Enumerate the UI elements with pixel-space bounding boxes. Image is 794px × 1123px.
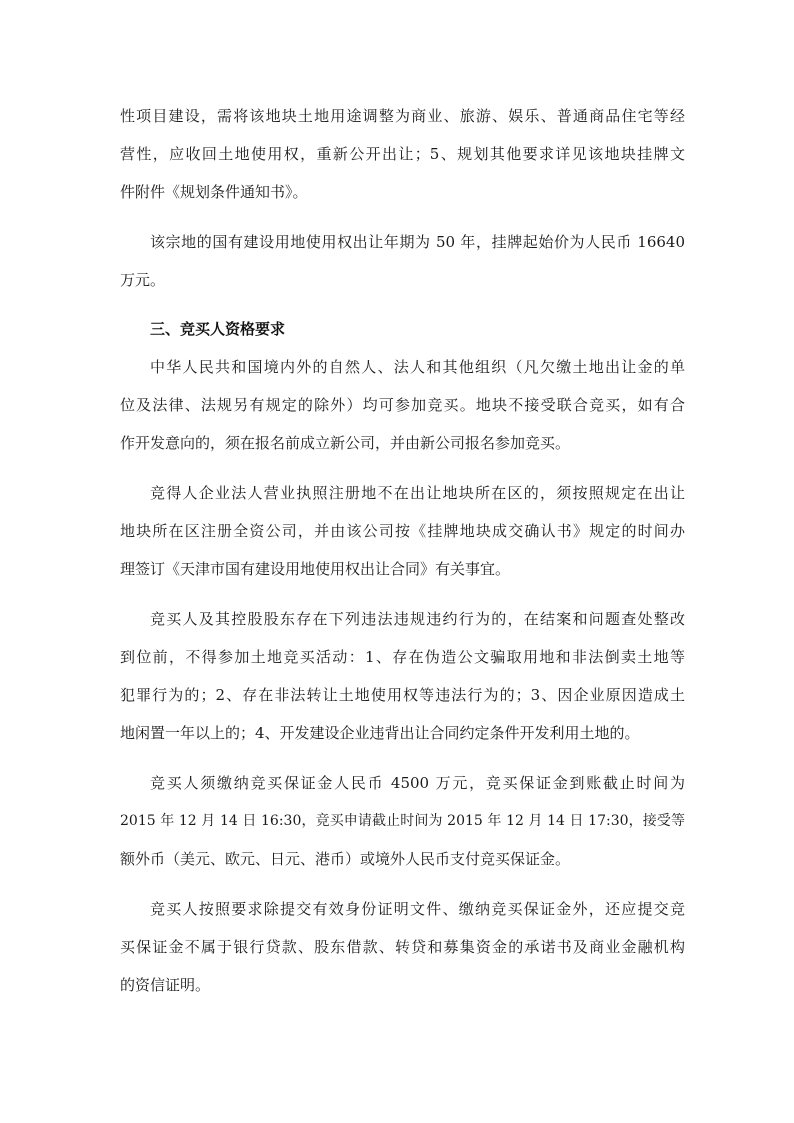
paragraph-line: 买保证金不属于银行贷款、股东借款、转贷和募集资金的承诺书及商业金融机构 (120, 938, 685, 956)
paragraph-line: 万元。 (120, 271, 166, 289)
paragraph-line: 作开发意向的，须在报名前成立新公司，并由新公司报名参加竞买。 (120, 434, 571, 452)
paragraph-line: 营性，应收回土地使用权，重新公开出让；5、规划其他要求详见该地块挂牌文 (120, 145, 685, 163)
paragraph-line: 理签订《天津市国有建设用地使用权出让合同》有关事宜。 (120, 560, 511, 578)
paragraph-line: 性项目建设，需将该地块土地用途调整为商业、旅游、娱乐、普通商品住宅等经 (120, 107, 685, 125)
paragraph-line: 竞买人及其控股股东存在下列违法违规违约行为的，在结案和问题查处整改 (150, 610, 685, 628)
paragraph-line: 位及法律、法规另有规定的除外）均可参加竞买。地块不接受联合竞买，如有合 (120, 396, 685, 414)
paragraph-line: 竞得人企业法人营业执照注册地不在出让地块所在区的，须按照规定在出让 (150, 484, 685, 502)
paragraph-line: 竞买人须缴纳竞买保证金人民币 4500 万元，竞买保证金到账截止时间为 (150, 774, 685, 792)
paragraph-line: 中华人民共和国境内外的自然人、法人和其他组织（凡欠缴土地出让金的单 (150, 358, 685, 376)
paragraph-line: 到位前，不得参加土地竞买活动：1、存在伪造公文骗取用地和非法倒卖土地等 (120, 648, 685, 666)
paragraph-line: 额外币（美元、欧元、日元、港币）或境外人民币支付竞买保证金。 (120, 850, 571, 868)
paragraph-line: 地块所在区注册全资公司，并由该公司按《挂牌地块成交确认书》规定的时间办 (120, 522, 685, 540)
section-heading: 三、竞买人资格要求 (150, 320, 286, 338)
paragraph-line: 该宗地的国有建设用地使用权出让年期为 50 年，挂牌起始价为人民币 16640 (150, 233, 685, 251)
paragraph-line: 犯罪行为的；2、存在非法转让土地使用权等违法行为的；3、因企业原因造成土 (120, 686, 685, 704)
paragraph-line: 2015 年 12 月 14 日 16:30，竞买申请截止时间为 2015 年 12 月 14 日 17:30，接受等 (120, 813, 685, 829)
paragraph-line: 的资信证明。 (120, 976, 211, 994)
paragraph-line: 件附件《规划条件通知书》。 (120, 183, 308, 201)
paragraph-line: 竞买人按照要求除提交有效身份证明文件、缴纳竞买保证金外，还应提交竞 (150, 900, 685, 918)
paragraph-line: 地闲置一年以上的；4、开发建设企业违背出让合同约定条件开发利用土地的。 (120, 724, 640, 742)
